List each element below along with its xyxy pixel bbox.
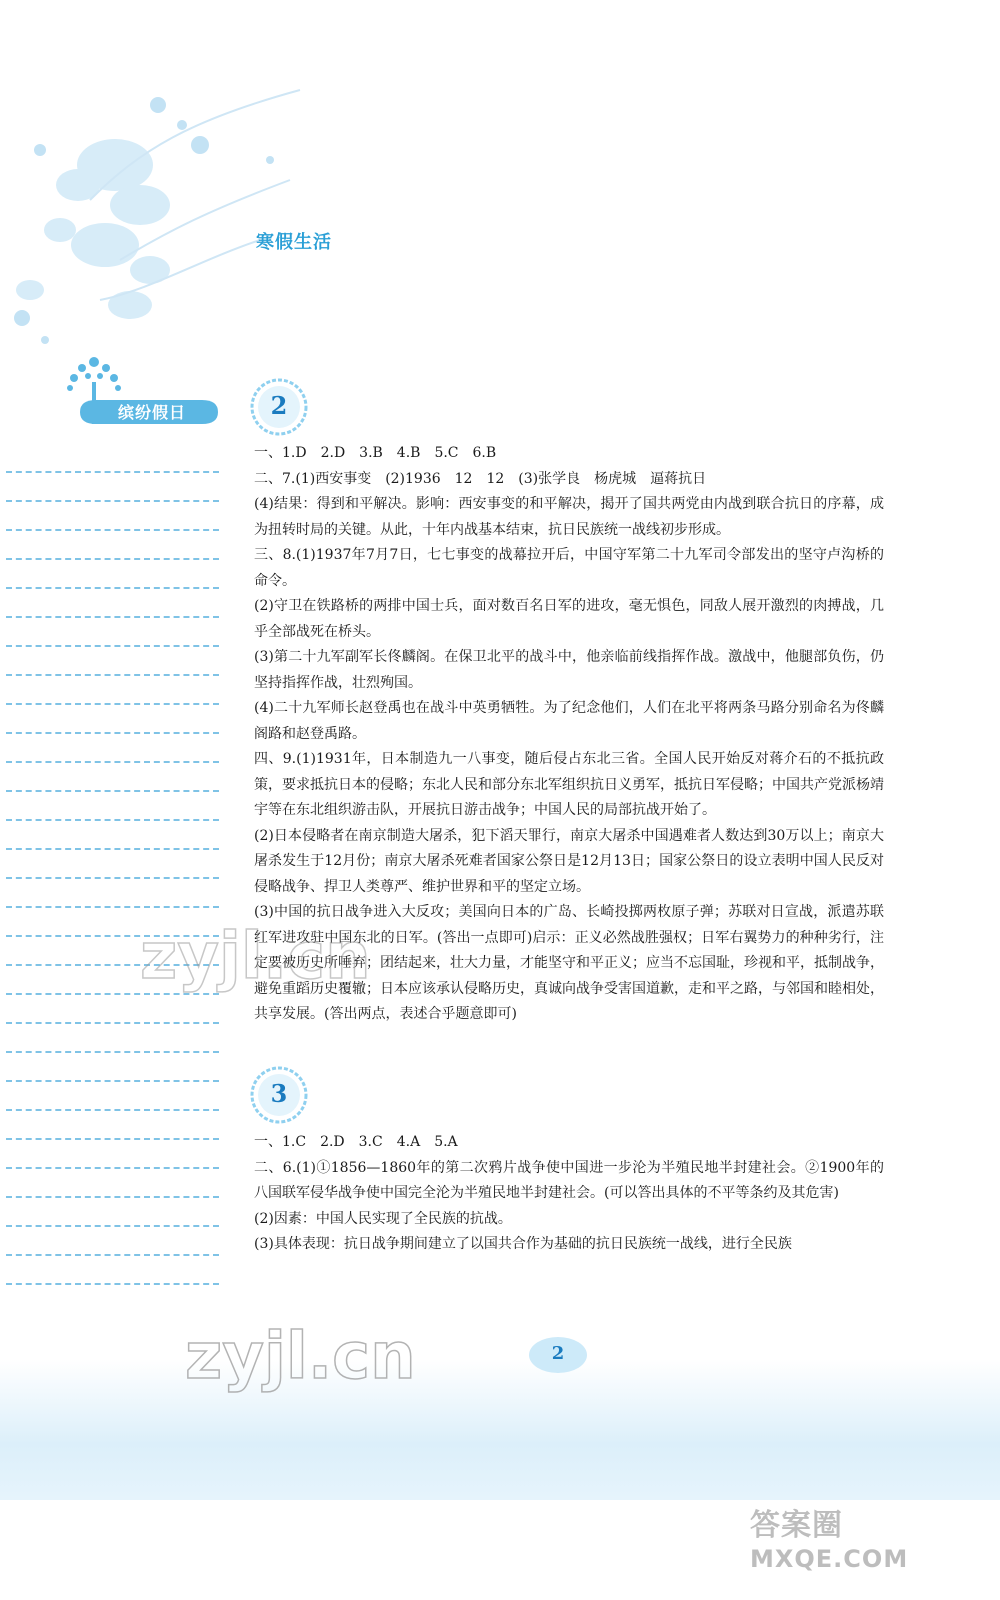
watermark-brand: 答案圈 — [750, 1508, 843, 1543]
answer-paragraph: 三、8.(1)1937年7月7日，七七事变的战幕拉开后，中国守军第二十九军司令部发出的坚守卢沟桥的命令。 — [254, 547, 884, 589]
answer-paragraph: (2)日本侵略者在南京制造大屠杀，犯下滔天罪行，南京大屠杀中国遇难者人数达到30万以上；南京大屠杀发生于12月份；南京大屠杀死难者国家公祭日是12月13日；国家公祭日的设立表明中国人民反对侵略战争、捍卫人类尊严、维护世界和平的坚定立场。 — [254, 827, 884, 895]
page-title: 寒假生活 — [256, 232, 332, 253]
note-line — [6, 850, 219, 879]
page-number: 2 — [551, 1343, 565, 1364]
answer-paragraph: (3)中国的抗日战争进入大反攻；美国向日本的广岛、长崎投掷两枚原子弹；苏联对日宣战，派遣苏联红军进攻驻中国东北的日军。(答出一点即可)启示：正义必然战胜强权；日军右翼势力的种种劣行，注定要被历史所唾弃；团结起来，壮大力量，才能坚守和平正义；应当不忘国耻，珍视和平，抵制战争，避免重蹈历史覆辙；日本应该承认侵略历史，真诚向战争受害国道歉，走和平之路，与邻国和睦相处，共享发展。(答出两点，表述合乎题意即可) — [254, 904, 884, 1022]
floral-decoration — [0, 0, 340, 360]
answer-paragraph: 四、9.(1)1931年，日本制造九一八事变，随后侵占东北三省。全国人民开始反对蒋介石的不抵抗政策，要求抵抗日本的侵略；东北人民和部分东北军组织抗日义勇军，抵抗日军侵略；中国共产党派杨靖宇等在东北组织游击队，开展抗日游击战争；中国人民的局部抗战开始了。 — [254, 751, 884, 818]
watermark-text: zyjl.cn — [185, 1320, 416, 1394]
answer-paragraph: (2)因素：中国人民实现了全民族的抗战。 — [254, 1210, 512, 1227]
note-line — [6, 560, 219, 589]
note-line — [6, 1198, 219, 1227]
section-content — [254, 1130, 884, 1258]
answer-paragraph: (3)具体表现：抗日战争期间建立了以国共合作为基础的抗日民族统一战线，进行全民族 — [254, 1236, 792, 1252]
note-line — [6, 473, 219, 502]
answer-paragraph: (4)二十九军师长赵登禹也在战斗中英勇牺牲。为了纪念他们，人们在北平将两条马路分别命名为佟麟阁路和赵登禹路。 — [254, 700, 884, 742]
note-line — [6, 1053, 219, 1082]
note-line — [6, 589, 219, 618]
answer-paragraph: 一、1.D 2.D 3.B 4.B 5.C 6.B — [254, 445, 497, 461]
note-line — [6, 763, 219, 792]
note-line — [6, 1082, 219, 1111]
answer-paragraph: (3)第二十九军副军长佟麟阁。在保卫北平的战斗中，他亲临前线指挥作战。激战中，他腿部负伤，仍坚持指挥作战，壮烈殉国。 — [254, 649, 884, 691]
answer-paragraph: 二、6.(1)①1856—1860年的第二次鸦片战争使中国进一步沦为半殖民地半封建社会。②1900年的八国联军侵华战争使中国完全沦为半殖民地半封建社会。(可以答出具体的不平等条约及其危害) — [254, 1159, 884, 1201]
note-line — [6, 1111, 219, 1140]
section-number: 2 — [270, 391, 288, 420]
note-line — [6, 502, 219, 531]
note-line — [6, 734, 219, 763]
note-line — [6, 1024, 219, 1053]
note-line — [6, 1256, 219, 1285]
answer-paragraph: (2)守卫在铁路桥的两排中国士兵，面对数百名日军的进攻，毫无惧色，同敌人展开激烈的肉搏战，几乎全部战死在桥头。 — [254, 598, 884, 640]
note-line — [6, 531, 219, 560]
badge-label: 缤纷假日 — [118, 403, 187, 422]
note-line — [6, 647, 219, 676]
watermark-domain: MXQE.COM — [750, 1545, 909, 1573]
section-number: 3 — [270, 1079, 288, 1108]
note-line — [6, 1169, 219, 1198]
note-line — [6, 1140, 219, 1169]
answer-paragraph: 一、1.C 2.D 3.C 4.A 5.A — [254, 1134, 458, 1150]
note-line — [6, 618, 219, 647]
note-line — [6, 676, 219, 705]
note-line — [6, 879, 219, 908]
answer-paragraph: (4)结果：得到和平解决。影响：西安事变的和平解决，揭开了国共两党由内战到联合抗日的序幕，成为扭转时局的关键。从此，十年内战基本结束，抗日民族统一战线初步形成。 — [254, 496, 884, 538]
note-line — [6, 995, 219, 1024]
note-line — [6, 792, 219, 821]
note-line — [6, 821, 219, 850]
note-line — [6, 1227, 219, 1256]
note-line — [6, 705, 219, 734]
footer-band — [0, 1360, 1000, 1500]
answer-paragraph: 二、7.(1)西安事变 (2)1936 12 12 (3)张学良 杨虎城 逼蒋抗日 — [254, 470, 707, 487]
note-line — [6, 444, 219, 473]
note-lines — [0, 444, 225, 1285]
watermark-text: zyjl.cn — [140, 920, 371, 994]
